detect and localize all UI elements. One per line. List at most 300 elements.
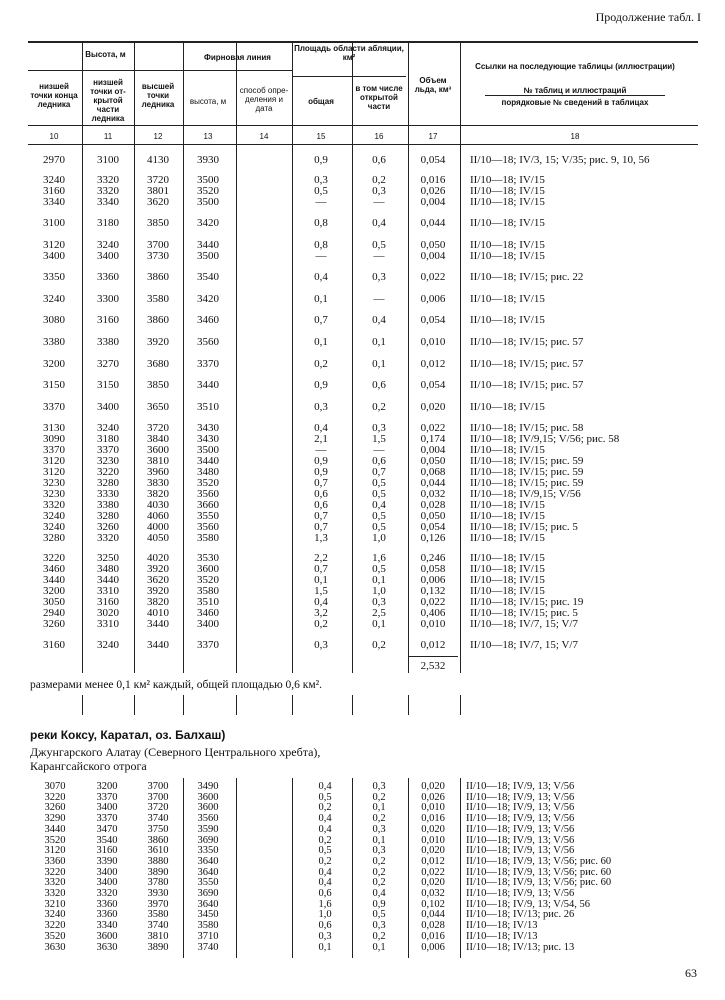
table-cell: 0,2 [314,358,328,370]
table-cell: 3320 [43,499,65,511]
table-cell: 0,6 [372,154,386,166]
column-number: 11 [103,132,113,141]
table-cell: 3180 [97,433,119,445]
table-cell: 3600 [96,930,118,942]
table-cell: 0,012 [421,855,445,867]
table-cell: 0,7 [314,563,328,575]
page-number: 63 [685,966,697,980]
table-cell: 3640 [197,898,219,910]
column-number: 10 [49,132,59,141]
reference-cell: II/10—18; IV/15 [470,185,545,197]
table-cell: 0,054 [420,314,446,326]
table-cell: 3340 [97,196,119,208]
table-cell: 0,6 [314,499,328,511]
table-cell: 3320 [44,877,66,889]
table-cell: 3560 [197,336,219,348]
table-cell: 1,0 [318,909,332,921]
reference-cell: II/10—18; IV/9, 13; V/56; рис. 60 [466,866,612,878]
table-cell: 3240 [43,174,65,186]
table-cell: 3500 [197,250,219,262]
table-cell: — [315,250,327,262]
table-cell: 3460 [197,607,219,619]
column-number: 15 [316,132,326,141]
total-volume: 2,532 [420,660,446,672]
table-cell: 3390 [96,855,118,867]
reference-cell: II/10—18; IV/13 [466,920,538,932]
table-cell: 0,054 [420,154,446,166]
reference-cell: II/10—18; IV/15 [470,250,545,262]
table-cell: 3400 [43,250,65,262]
reference-cell: II/10—18; IV/15 [470,563,545,575]
table-cell: 3610 [147,845,169,857]
table-cell: 3380 [43,336,65,348]
table-cell: 0,004 [420,196,446,208]
table-cell: 3400 [97,250,119,262]
table-cell: 3200 [96,781,118,792]
table-cell: 0,3 [372,596,386,608]
col13-header: высота, м [189,97,227,106]
table-cell: 3930 [197,154,219,166]
col18-header-bottom: порядковые № сведений в таблицах [501,98,649,107]
table-cell: 3320 [97,532,119,544]
col18-underline [485,95,665,96]
table-cell: 3580 [197,585,219,597]
table-cell: 0,5 [372,488,386,500]
table-cell: 4130 [147,154,169,166]
reference-cell: II/10—18; IV/9,15; V/56 [470,488,581,500]
table-cell: 3490 [197,781,219,792]
table-cell: 3500 [197,196,219,208]
table-cell: 3180 [97,217,119,229]
table-cell: 3440 [43,574,65,586]
table-cell: 3260 [43,618,65,630]
reference-cell: II/10—18; IV/15; рис. 5 [470,521,578,533]
table-cell: 3150 [97,379,119,391]
table-cell: 0,174 [420,433,446,445]
table-cell: 0,7 [314,477,328,489]
group-rule-height [28,70,183,71]
table-cell: 3580 [197,532,219,544]
table-cell: 3160 [96,845,118,857]
table-cell: 3450 [197,909,219,921]
table-cell: 3590 [197,823,219,835]
table-cell: 0,058 [420,563,446,575]
header-top-rule [28,41,698,43]
table-cell: 2,1 [314,433,328,445]
table-cell: 3600 [147,444,169,456]
table-cell: 3710 [197,930,219,942]
table-cell: 1,6 [372,552,386,564]
table-cell: 3930 [147,888,169,899]
table-cell: 3100 [97,154,119,166]
table-cell: 0,5 [372,239,386,251]
table-cell: 0,6 [318,888,332,899]
reference-cell: II/10—18; IV/15; рис. 5 [470,607,578,619]
table-cell: 0,050 [420,239,446,251]
table-cell: 0,1 [314,336,328,348]
column-number: 12 [153,132,163,141]
table-cell: 3260 [44,802,66,814]
table-cell: 3240 [44,909,66,921]
table-cell: 0,9 [314,455,328,467]
table-cell: — [373,293,385,305]
table-cell: 3200 [43,358,65,370]
table-cell: 3360 [44,855,66,867]
table-cell: 3650 [147,401,169,413]
table-cell: 0,020 [421,823,445,835]
table-cell: 2940 [43,607,65,619]
table-cell: 0,050 [420,510,446,522]
table-cell: 1,6 [318,898,332,910]
table-cell: 4010 [147,607,169,619]
table-cell: 3520 [44,930,66,942]
table-cell: 3530 [197,552,219,564]
table-cell: 3440 [147,639,169,651]
table-cell: 3370 [43,444,65,456]
table-cell: 3370 [97,444,119,456]
table-cell: 3810 [147,455,169,467]
table-cell: 3920 [147,585,169,597]
table-cell: 3520 [197,574,219,586]
table-cell: 3860 [147,271,169,283]
reference-cell: II/10—18; IV/15 [470,574,545,586]
table-cell: 0,022 [420,422,446,434]
table-cell: 3460 [197,314,219,326]
table-cell: 0,4 [314,271,328,283]
header-bottom-rule [28,125,698,126]
reference-cell: II/10—18; IV/15; рис. 22 [470,271,584,283]
table-cell: 0,010 [421,834,445,846]
col17-header: Объем льда, км³ [414,76,452,94]
table-cell: 0,102 [421,898,445,910]
reference-cell: II/10—18; IV/9, 13; V/56; рис. 60 [466,877,612,889]
reference-cell: II/10—18; IV/13 [466,930,538,942]
table-cell: 3970 [147,898,169,910]
table-cell: 0,004 [420,250,446,262]
subtitle-line1: Джунгарского Алатау (Северного Центрального хребта), [30,745,321,759]
table-cell: 0,9 [314,379,328,391]
reference-cell: II/10—18; IV/9, 13; V/56 [466,888,575,899]
table-cell: 0,2 [372,401,386,413]
reference-cell: II/10—18; IV/15 [470,217,545,229]
table-cell: 0,1 [372,834,386,846]
table-cell: 3640 [197,866,219,878]
table-cell: 3860 [147,834,169,846]
table-cell: 0,012 [420,639,446,651]
table-cell: 0,044 [420,477,446,489]
table-cell: 0,1 [318,941,332,953]
reference-cell: II/10—18; IV/15 [470,532,545,544]
table-cell: 3560 [197,521,219,533]
table-cell: 0,1 [372,941,386,953]
table-cell: 0,132 [420,585,446,597]
table-cell: 0,3 [314,639,328,651]
table-cell: — [315,444,327,456]
table-cell: 0,054 [420,379,446,391]
table-cell: 3400 [96,802,118,814]
table-cell: 0,016 [420,174,446,186]
col16-header: в том числе открытой части [355,84,403,111]
table-cell: 0,5 [318,845,332,857]
table-cell: 0,3 [314,401,328,413]
table-cell: 0,010 [420,618,446,630]
table-cell: 0,050 [420,455,446,467]
table-cell: 3730 [147,250,169,262]
table-cell: 3880 [147,855,169,867]
table-cell: 3510 [197,596,219,608]
table-cell: 3360 [97,271,119,283]
table-cell: 0,5 [372,521,386,533]
table-cell: 3420 [197,293,219,305]
table-cell: 0,2 [314,618,328,630]
col18-header-top: Ссылки на последующие таблицы (иллюстрации) [475,62,675,71]
group-rule-area [292,76,406,77]
table-cell: 0,1 [314,574,328,586]
col10-header: низшей точки конца ледника [30,82,78,109]
table-cell: 3160 [43,639,65,651]
table-cell: 4060 [147,510,169,522]
table-cell: 3780 [147,877,169,889]
column-divider-lower [292,778,293,958]
table-cell: 3240 [43,521,65,533]
table-cell: 0,7 [314,314,328,326]
column-divider-tick [408,695,409,715]
table-cell: 0,2 [372,866,386,878]
table-cell: 4030 [147,499,169,511]
table-cell: 1,0 [372,585,386,597]
table-cell: 3120 [43,466,65,478]
table-cell: 0,020 [421,845,445,857]
column-divider-lower [460,778,461,958]
table-cell: 3540 [197,271,219,283]
table-cell: 3740 [147,920,169,932]
table-cell: 0,3 [372,781,386,792]
table-cell: 0,2 [318,855,332,867]
table-cell: 3320 [97,185,119,197]
table-cell: 0,7 [314,510,328,522]
table-cell: 0,5 [314,185,328,197]
reference-cell: II/10—18; IV/9, 13; V/56 [466,802,575,814]
table-cell: 4000 [147,521,169,533]
table-cell: 0,2 [372,174,386,186]
table-cell: 0,9 [314,154,328,166]
table-cell: 3300 [97,293,119,305]
reference-cell: II/10—18; IV/15 [470,196,545,208]
reference-cell: II/10—18; IV/15 [470,510,545,522]
table-cell: 3370 [197,358,219,370]
table-cell: 3130 [43,422,65,434]
table-cell: 0,2 [372,877,386,889]
column-number: 18 [570,132,580,141]
table-cell: 0,5 [318,791,332,803]
table-cell: 3,2 [314,607,328,619]
table-cell: 3240 [43,293,65,305]
table-cell: 0,9 [314,466,328,478]
table-cell: 3720 [147,422,169,434]
table-cell: 3470 [96,823,118,835]
table-cell: 0,020 [421,781,445,792]
col14-header: способ опре-деления и дата [239,86,289,113]
table-cell: 3440 [44,823,66,835]
table-cell: 0,3 [372,185,386,197]
table-cell: 3560 [197,488,219,500]
table-cell: 0,006 [420,293,446,305]
table-cell: 3250 [97,552,119,564]
table-cell: 3400 [197,618,219,630]
table-cell: 3500 [197,174,219,186]
table-cell: 3600 [197,563,219,575]
table-cell: 0,006 [421,941,445,953]
table-cell: 3850 [147,379,169,391]
subtitle-line2: Карангсайского отрога [30,759,147,773]
table-cell: 0,016 [421,813,445,825]
table-cell: 0,3 [372,823,386,835]
table-cell: 0,010 [421,802,445,814]
table-cell: 3240 [97,639,119,651]
table-cell: 0,032 [421,888,445,899]
table-cell: 3120 [44,845,66,857]
table-cell: 3520 [44,834,66,846]
column-divider-tick [183,695,184,715]
table-cell: 3400 [96,877,118,889]
table-cell: 3430 [197,433,219,445]
column-number-rule [28,144,698,145]
table-cell: 3220 [43,552,65,564]
reference-cell: II/10—18; IV/9, 13; V/56 [466,781,575,792]
reference-cell: II/10—18; IV/15 [470,174,545,186]
continuation-label: Продолжение табл. I [595,10,701,24]
firn-group-header: Фирновая линия [204,53,271,62]
table-cell: 3350 [197,845,219,857]
table-cell: 3440 [197,379,219,391]
table-cell: 3700 [147,239,169,251]
table-cell: 0,2 [372,791,386,803]
table-cell: 3430 [197,422,219,434]
table-cell: 3620 [147,196,169,208]
reference-cell: II/10—18; IV/9, 13; V/56; рис. 60 [466,855,612,867]
table-cell: 3740 [147,813,169,825]
table-cell: 3280 [97,477,119,489]
table-cell: 1,3 [314,532,328,544]
table-cell: 3520 [197,185,219,197]
table-cell: 3120 [43,239,65,251]
table-cell: 3440 [197,455,219,467]
table-cell: 3700 [147,781,169,792]
reference-cell: II/10—18; IV/15 [470,314,545,326]
reference-cell: II/10—18; IV/7, 15; V/7 [470,618,578,630]
table-cell: 3480 [97,563,119,575]
reference-cell: II/10—18; IV/15 [470,293,545,305]
table-cell: 3690 [197,834,219,846]
table-cell: 0,2 [372,813,386,825]
table-cell: 3510 [197,401,219,413]
table-cell: 0,044 [420,217,446,229]
reference-cell: II/10—18; IV/9, 13; V/56 [466,823,575,835]
table-cell: 3260 [97,521,119,533]
table-cell: 3830 [147,477,169,489]
table-cell: 3370 [96,791,118,803]
table-cell: 3420 [197,217,219,229]
table-cell: 3750 [147,823,169,835]
table-cell: 0,1 [314,293,328,305]
height-group-header: Высота, м [85,50,126,59]
table-cell: 3230 [97,455,119,467]
table-cell: 3230 [43,477,65,489]
table-cell: 3720 [147,174,169,186]
reference-cell: II/10—18; IV/15; рис. 59 [470,477,584,489]
table-cell: 3310 [97,585,119,597]
table-cell: 3820 [147,488,169,500]
table-cell: 2970 [43,154,65,166]
table-cell: 3380 [97,336,119,348]
table-cell: 3640 [197,855,219,867]
table-cell: 0,026 [421,791,445,803]
table-cell: 0,4 [318,877,332,889]
table-cell: 3200 [43,585,65,597]
table-cell: 0,406 [420,607,446,619]
table-cell: 3160 [97,596,119,608]
table-cell: 3290 [44,813,66,825]
table-cell: 3020 [97,607,119,619]
table-cell: 3520 [197,477,219,489]
table-cell: 2,5 [372,607,386,619]
table-cell: 4050 [147,532,169,544]
table-cell: 3680 [147,358,169,370]
column-divider-tick [460,695,461,715]
table-cell: 0,9 [372,898,386,910]
table-cell: 0,5 [372,909,386,921]
table-cell: 3100 [43,217,65,229]
table-cell: 0,4 [372,499,386,511]
table-cell: 0,6 [318,920,332,932]
reference-cell: II/10—18; IV/15 [470,239,545,251]
col15-header: общая [308,97,334,106]
table-cell: 3580 [147,293,169,305]
table-cell: 3080 [43,314,65,326]
table-cell: 3550 [197,877,219,889]
table-cell: 3850 [147,217,169,229]
table-cell: 3280 [97,510,119,522]
reference-cell: II/10—18; IV/9,15; V/56; рис. 58 [470,433,620,445]
table-cell: 3740 [197,941,219,953]
table-cell: 0,016 [421,930,445,942]
table-cell: 0,4 [372,217,386,229]
table-cell: 1,5 [314,585,328,597]
table-cell: 2,2 [314,552,328,564]
table-cell: 0,1 [372,336,386,348]
table-cell: — [373,444,385,456]
table-cell: 3240 [97,422,119,434]
column-divider-tick [352,695,353,715]
table-cell: 0,026 [420,185,446,197]
table-cell: 0,020 [421,877,445,889]
table-cell: 3440 [197,239,219,251]
table-cell: 0,4 [318,823,332,835]
table-cell: 3920 [147,336,169,348]
table-cell: 0,1 [372,358,386,370]
table-cell: 3340 [96,920,118,932]
table-cell: 0,246 [420,552,446,564]
table-cell: 1,5 [372,433,386,445]
col11-header: низшей точки от-крытой части ледника [90,78,126,123]
table-cell: 0,068 [420,466,446,478]
table-cell: 0,006 [420,574,446,586]
group-rule-firn [183,70,292,71]
table-cell: 3860 [147,314,169,326]
table-cell: 0,022 [420,271,446,283]
reference-cell: II/10—18; IV/9, 13; V/56 [466,791,575,803]
col12-header: высшей точки ледника [141,82,175,109]
